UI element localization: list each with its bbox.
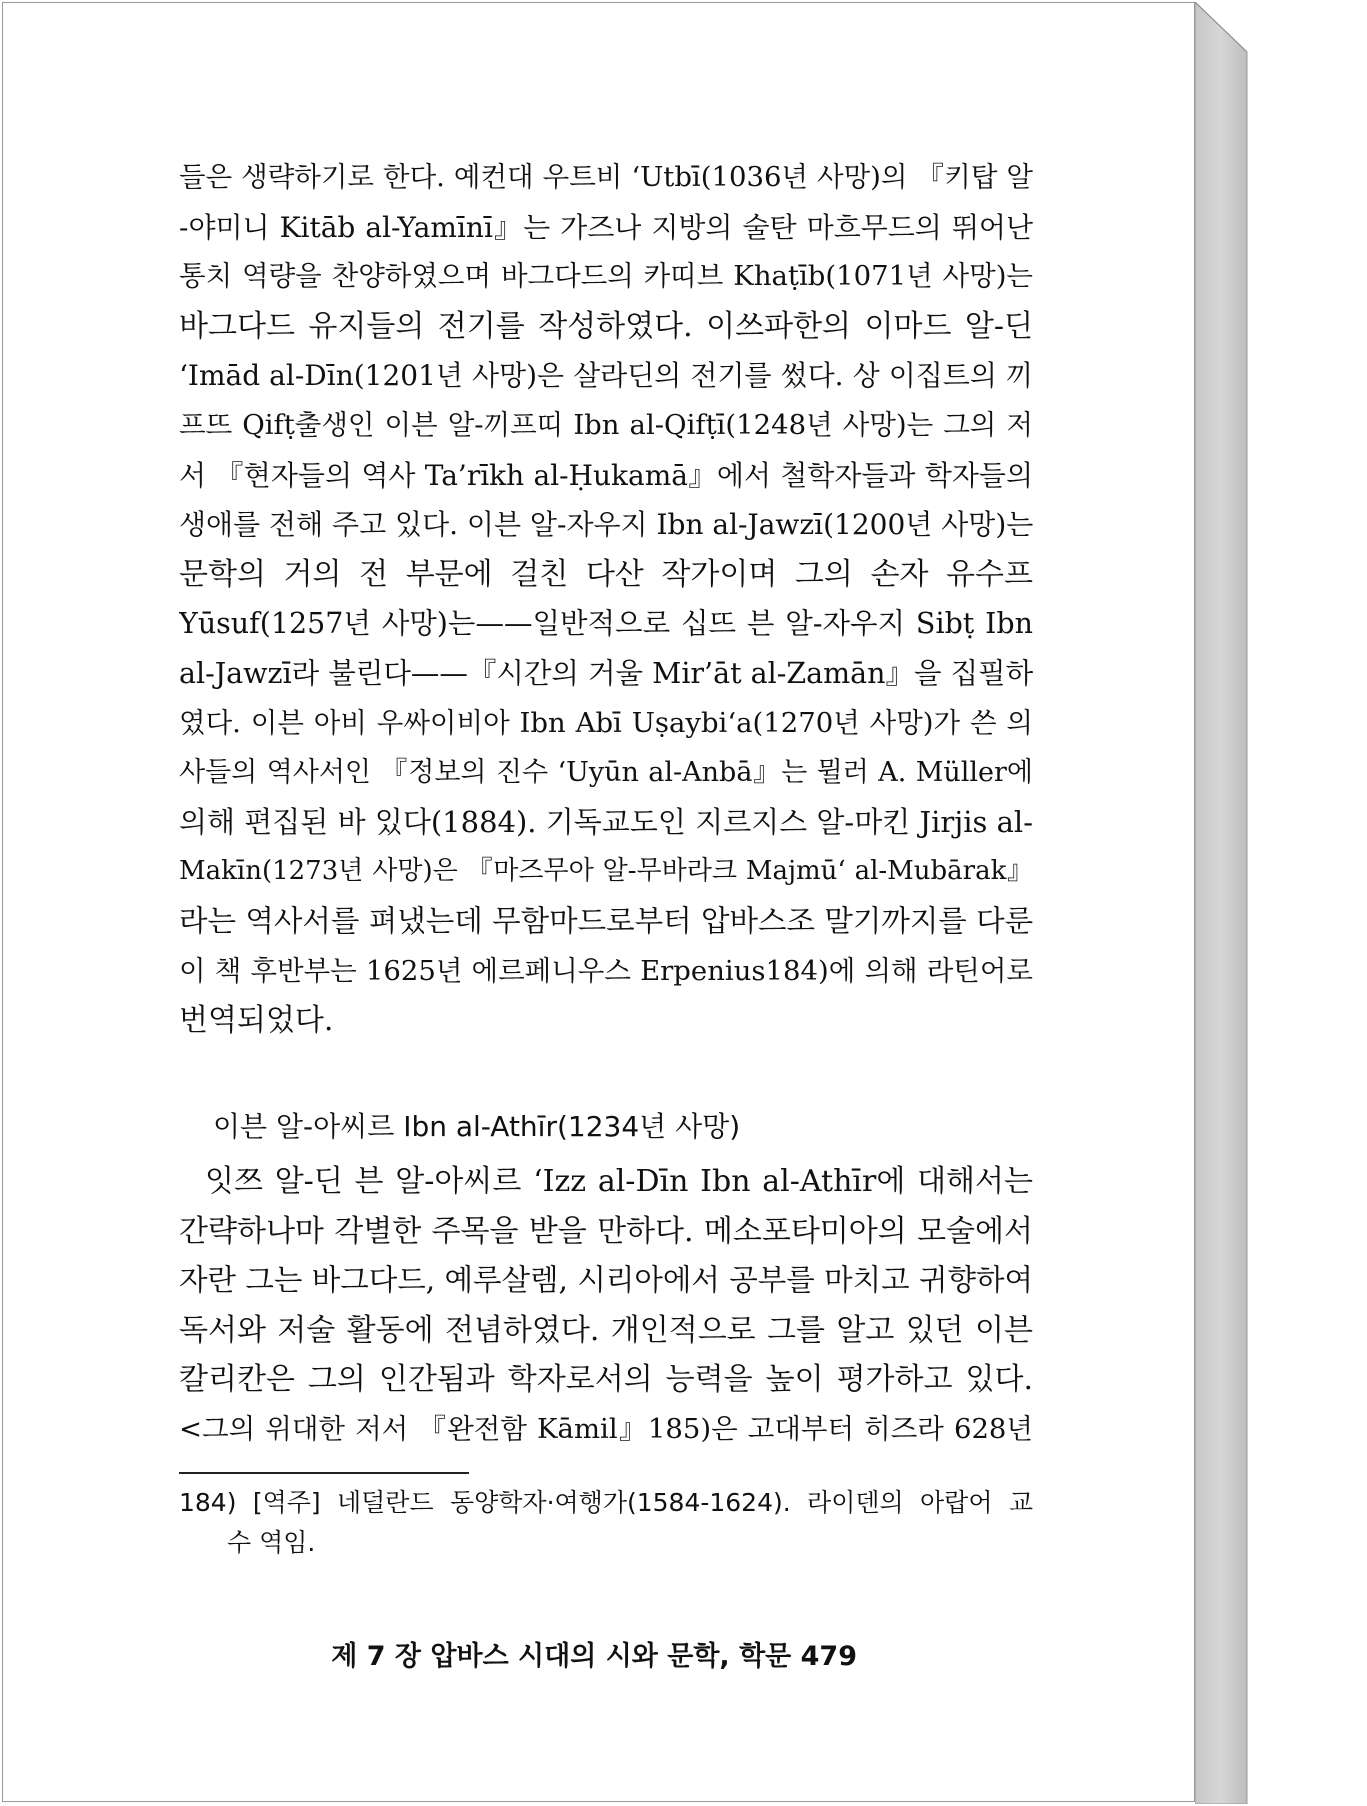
text-line: 간략하나마 각별한 주목을 받을 만하다. 메소포타미아의 모술에서 [179, 1213, 1033, 1249]
text-line: 통치 역량을 찬양하였으며 바그다드의 카띠브 Khaṭīb(1071년 사망)는 [179, 260, 1033, 293]
text-line: Yūsuf(1257년 사망)는——일반적으로 십뜨 븐 알-자우지 Sibṭ Ibn [179, 607, 1033, 641]
text-line: 의해 편집된 바 있다(1884). 기독교도인 지르지스 알-마킨 Jirjis al- [179, 804, 1033, 839]
text-line: al-Jawzī라 불린다——『시간의 거울 Mir’āt al-Zamān』을 집필하 [179, 656, 1033, 690]
text-line: Makīn(1273년 사망)은 『마즈무아 알-무바라크 Majmū‘ al-Mubārak』 [179, 856, 1033, 887]
text-line: 였다. 이븐 아비 우싸이비아 Ibn Abī Uṣaybi‘a(1270년 사망)가 쓴 의 [179, 706, 1033, 739]
page-sheet [2, 2, 1195, 1802]
footnote-divider [179, 1472, 469, 1474]
book-edge-shape [1195, 2, 1363, 1804]
body-text [179, 153, 1033, 1445]
text-line: <그의 위대한 저서 『완전함 Kāmil』185)은 고대부터 히즈라 628년 [179, 1412, 1033, 1445]
text-line: 사들의 역사서인 『정보의 진수 ‘Uyūn al-Anbā』는 뮐러 A. Müller에 [179, 757, 1033, 789]
section-heading: 이븐 알-아씨르 Ibn al-Athīr(1234년 사망) [213, 1110, 741, 1143]
text-line: 독서와 저술 활동에 전념하였다. 개인적으로 그를 알고 있던 이븐 [179, 1312, 1033, 1348]
text-line: 문학의 거의 전 부문에 걸친 다산 작가이며 그의 손자 유수프 [179, 556, 1033, 592]
footnote-line: 184) [역주] 네덜란드 동양학자·여행가(1584-1624). 라이덴의 아랍어 교 [179, 1488, 1033, 1517]
text-line: 생애를 전해 주고 있다. 이븐 알-자우지 Ibn al-Jawzī(1200년 사망)는 [179, 508, 1033, 542]
text-line: ‘Imād al-Dīn(1201년 사망)은 살라딘의 전기를 썼다. 상 이집트의 끼 [179, 359, 1033, 393]
text-line: 이 책 후반부는 1625년 에르페니우스 Erpenius184)에 의해 라틴어로 [179, 954, 1033, 987]
paragraph-2 [179, 1157, 1033, 1455]
text-line: -야미니 Kitāb al-Yamīnī』는 가즈나 지방의 술탄 마흐무드의 뛰어난 [179, 210, 1033, 244]
running-footer: 제 7 장 압바스 시대의 시와 문학, 학문 479 [331, 1641, 857, 1672]
text-line: 들은 생략하기로 한다. 예컨대 우트비 ‘Utbī(1036년 사망)의 『키탑 알 [179, 161, 1033, 193]
footnote [179, 1483, 1033, 1563]
text-line: 잇쯔 알-딘 븐 알-아씨르 ‘Izz al-Dīn Ibn al-Athīr에 대해서는 [205, 1164, 1033, 1199]
paragraph-1 [179, 153, 1033, 1046]
text-line: 번역되었다. [179, 1003, 334, 1039]
text-line: 서 『현자들의 역사 Ta’rīkh al-Ḥukamā』에서 철학자들과 학자들의 [179, 458, 1033, 492]
text-line: 라는 역사서를 펴냈는데 무함마드로부터 압바스조 말기까지를 다룬 [179, 903, 1033, 938]
text-line: 바그다드 유지들의 전기를 작성하였다. 이쓰파한의 이마드 알-딘 [179, 308, 1033, 344]
text-line: 칼리칸은 그의 인간됨과 학자로서의 능력을 높이 평가하고 있다. [179, 1362, 1033, 1398]
footnote-line: 수 역임. [227, 1528, 316, 1557]
text-line: 자란 그는 바그다드, 예루살렘, 시리아에서 공부를 마치고 귀향하여 [179, 1263, 1033, 1298]
text-line: 프뜨 Qifṭ출생인 이븐 알-끼프띠 Ibn al-Qifṭī(1248년 사망)는 그의 저 [179, 408, 1033, 441]
